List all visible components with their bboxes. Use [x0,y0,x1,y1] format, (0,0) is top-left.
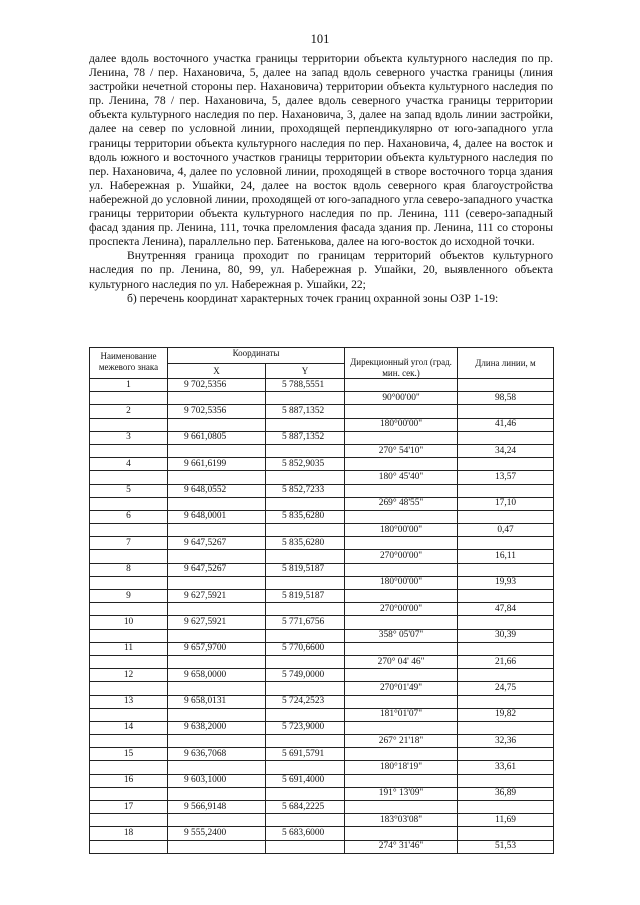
marker-number-cell: 17 [90,801,168,814]
line-length-cell: 30,39 [458,629,554,642]
line-length-cell: 51,53 [458,840,554,853]
coordinate-y-cell: 5 835,6280 [266,510,345,523]
table-row-point [90,695,554,708]
empty-cell [168,576,266,589]
empty-cell [345,405,458,418]
marker-number-cell: 5 [90,484,168,497]
coordinates-table [89,347,554,854]
empty-cell [458,801,554,814]
marker-number-cell: 16 [90,774,168,787]
empty-cell [266,418,345,431]
empty-cell [266,814,345,827]
marker-number-cell: 10 [90,616,168,629]
table-row-segment [90,576,554,589]
coordinate-x-cell: 9 648,0552 [168,484,266,497]
empty-cell [458,484,554,497]
table-row-point [90,590,554,603]
empty-cell [266,603,345,616]
empty-cell [168,708,266,721]
empty-cell [345,590,458,603]
empty-cell [458,510,554,523]
empty-cell [345,563,458,576]
table-row-segment [90,735,554,748]
coordinate-x-cell: 9 661,6199 [168,458,266,471]
empty-cell [458,405,554,418]
page-number: 101 [310,32,330,46]
table-row-point [90,537,554,550]
empty-cell [90,814,168,827]
header-direction-angle: Дирекционный угол (град. мин. сек.) [345,348,458,379]
coordinate-y-cell: 5 819,5187 [266,563,345,576]
empty-cell [345,510,458,523]
direction-angle-cell: 270° 04' 46" [345,655,458,668]
line-length-cell: 98,58 [458,392,554,405]
line-length-cell: 19,82 [458,708,554,721]
line-length-cell: 11,69 [458,814,554,827]
direction-angle-cell: 181°01'07" [345,708,458,721]
coordinate-x-cell: 9 636,7068 [168,748,266,761]
table-row-segment [90,682,554,695]
coordinate-y-cell: 5 887,1352 [266,405,345,418]
empty-cell [90,471,168,484]
empty-cell [345,669,458,682]
coordinate-x-cell: 9 638,2000 [168,721,266,734]
empty-cell [266,708,345,721]
empty-cell [168,735,266,748]
table-row-segment [90,655,554,668]
empty-cell [345,642,458,655]
empty-cell [168,787,266,800]
table-row-segment [90,550,554,563]
coordinate-y-cell: 5 684,2225 [266,801,345,814]
empty-cell [90,444,168,457]
empty-cell [90,576,168,589]
line-length-cell: 0,47 [458,524,554,537]
empty-cell [168,814,266,827]
empty-cell [345,484,458,497]
table-row-point [90,484,554,497]
direction-angle-cell: 358° 05'07" [345,629,458,642]
coordinate-y-cell: 5 683,6000 [266,827,345,840]
header-marker-name: Наименование межевого знака [90,348,168,379]
table-row-point [90,431,554,444]
coordinate-x-cell: 9 648,0001 [168,510,266,523]
coordinate-y-cell: 5 723,9000 [266,721,345,734]
line-length-cell: 17,10 [458,497,554,510]
coordinate-x-cell: 9 603,1000 [168,774,266,787]
coordinate-x-cell: 9 658,0000 [168,669,266,682]
line-length-cell: 34,24 [458,444,554,457]
table-row-segment [90,497,554,510]
empty-cell [168,603,266,616]
coordinate-x-cell: 9 647,5267 [168,537,266,550]
header-line-length: Длина линии, м [458,348,554,379]
empty-cell [458,748,554,761]
empty-cell [345,827,458,840]
empty-cell [90,629,168,642]
empty-cell [168,444,266,457]
table-row-point [90,405,554,418]
direction-angle-cell: 191° 13'09" [345,787,458,800]
coordinate-y-cell: 5 771,6756 [266,616,345,629]
empty-cell [168,761,266,774]
line-length-cell: 24,75 [458,682,554,695]
line-length-cell: 32,36 [458,735,554,748]
coordinate-x-cell: 9 647,5267 [168,563,266,576]
direction-angle-cell: 90°00'00" [345,392,458,405]
coordinate-y-cell: 5 852,9035 [266,458,345,471]
empty-cell [458,537,554,550]
empty-cell [90,497,168,510]
empty-cell [90,392,168,405]
direction-angle-cell: 180°00'00" [345,418,458,431]
table-row-segment [90,787,554,800]
coordinate-x-cell: 9 658,0131 [168,695,266,708]
line-length-cell: 21,66 [458,655,554,668]
empty-cell [458,695,554,708]
table-row-point [90,748,554,761]
empty-cell [458,563,554,576]
empty-cell [90,708,168,721]
empty-cell [345,695,458,708]
empty-cell [90,603,168,616]
table-row-segment [90,814,554,827]
table-row-segment [90,444,554,457]
empty-cell [458,431,554,444]
table-row-segment [90,603,554,616]
line-length-cell: 19,93 [458,576,554,589]
body-text [89,52,553,306]
empty-cell [266,471,345,484]
coordinate-x-cell: 9 702,5356 [168,379,266,392]
empty-cell [266,787,345,800]
line-length-cell: 36,89 [458,787,554,800]
paragraph-list-caption: б) перечень координат характерных точек границ охранной зоны ОЗР 1-19: [127,291,499,305]
empty-cell [458,616,554,629]
empty-cell [90,787,168,800]
direction-angle-cell: 270° 54'10" [345,444,458,457]
empty-cell [266,655,345,668]
empty-cell [168,682,266,695]
line-length-cell: 33,61 [458,761,554,774]
marker-number-cell: 12 [90,669,168,682]
empty-cell [345,748,458,761]
table-row-segment [90,840,554,853]
empty-cell [168,497,266,510]
coordinate-y-cell: 5 887,1352 [266,431,345,444]
empty-cell [345,431,458,444]
table-row-segment [90,471,554,484]
coordinate-y-cell: 5 819,5187 [266,590,345,603]
table-row-segment [90,392,554,405]
direction-angle-cell: 267° 21'18" [345,735,458,748]
empty-cell [345,774,458,787]
table-row-segment [90,629,554,642]
marker-number-cell: 13 [90,695,168,708]
coordinate-y-cell: 5 852,7233 [266,484,345,497]
empty-cell [266,576,345,589]
empty-cell [90,735,168,748]
empty-cell [266,524,345,537]
direction-angle-cell: 180°18'19" [345,761,458,774]
table-row-point [90,563,554,576]
coordinate-x-cell: 9 627,5921 [168,616,266,629]
table-row-segment [90,708,554,721]
coordinate-y-cell: 5 749,0000 [266,669,345,682]
empty-cell [458,590,554,603]
empty-cell [168,392,266,405]
table-row-segment [90,524,554,537]
coordinate-y-cell: 5 835,6280 [266,537,345,550]
paragraph-inner-boundary: Внутренняя граница проходит по границам территорий объектов культурного наследия по пр. Ленина, 80, 99, ул. Набережная р. Ушайки, 20, выявленного объекта культурного наследия по ул. Набережная р. Ушайки, 22; [89,249,553,291]
empty-cell [266,392,345,405]
empty-cell [458,774,554,787]
direction-angle-cell: 274° 31'46" [345,840,458,853]
empty-cell [168,550,266,563]
direction-angle-cell: 270°01'49" [345,682,458,695]
empty-cell [345,379,458,392]
header-coordinates: Координаты [168,348,345,364]
coordinates-table-wrap [89,347,553,854]
empty-cell [90,761,168,774]
table-row-point [90,616,554,629]
coordinate-y-cell: 5 788,5551 [266,379,345,392]
direction-angle-cell: 270°00'00" [345,550,458,563]
marker-number-cell: 2 [90,405,168,418]
coordinate-x-cell: 9 702,5356 [168,405,266,418]
empty-cell [345,801,458,814]
marker-number-cell: 9 [90,590,168,603]
coordinate-y-cell: 5 724,2523 [266,695,345,708]
table-header-row [90,348,554,364]
empty-cell [90,840,168,853]
marker-number-cell: 11 [90,642,168,655]
empty-cell [90,682,168,695]
table-body [90,379,554,854]
empty-cell [168,418,266,431]
empty-cell [168,629,266,642]
marker-number-cell: 15 [90,748,168,761]
marker-number-cell: 3 [90,431,168,444]
line-length-cell: 16,11 [458,550,554,563]
marker-number-cell: 8 [90,563,168,576]
empty-cell [458,379,554,392]
empty-cell [266,444,345,457]
direction-angle-cell: 180°00'00" [345,576,458,589]
empty-cell [458,458,554,471]
paragraph-boundary-description: далее вдоль восточного участка границы территории объекта культурного наследия по пр. Ленина, 78 / пер. Нахановича, 5, далее на запад вдоль северного участка границы (линия застройки нечетной стороны пер. Нахановича) территории объекта культурного наследия по пр. Ленина, 78 / пер. Нахановича, 5, далее вдоль северного участка границы территории объекта культурного наследия по пер. Нахановича, 3, далее на запад вдоль линии застройки, далее на север по условной линии, проходящей перпендикулярно от юго-западного угла границы территории объекта культурного наследия по пер. Нахановича, 4, далее на восток и вдоль южного и восточного участков границы территории объекта культурного наследия по пер. Нахановича, 4, далее по условной линии, проходящей в створе восточного торца здания ул. Набережная р. Ушайки, 24, далее на восток вдоль северного края благоустройства набережной до условной линии, проходящей от юго-западного угла северо-западного участка границы территории объекта культурного наследия по пр. Ленина, 111 (северо-западный фасад здания пр. Ленина, 111, точка преломления фасада здания пр. Ленина, 111 со стороны проспекта Ленина), параллельно пер. Батенькова, далее на юго-восток до исходной точки. [89,52,553,249]
empty-cell [266,735,345,748]
table-row-point [90,721,554,734]
empty-cell [168,840,266,853]
direction-angle-cell: 180°00'00" [345,524,458,537]
table-row-point [90,379,554,392]
empty-cell [345,458,458,471]
header-y: Y [266,363,345,379]
empty-cell [266,682,345,695]
direction-angle-cell: 180° 45'40" [345,471,458,484]
line-length-cell: 13,57 [458,471,554,484]
empty-cell [90,524,168,537]
empty-cell [266,761,345,774]
table-row-point [90,510,554,523]
line-length-cell: 41,46 [458,418,554,431]
direction-angle-cell: 183°03'08" [345,814,458,827]
empty-cell [458,827,554,840]
marker-number-cell: 18 [90,827,168,840]
empty-cell [168,655,266,668]
coordinate-y-cell: 5 691,5791 [266,748,345,761]
table-row-segment [90,418,554,431]
empty-cell [266,550,345,563]
empty-cell [90,550,168,563]
empty-cell [168,471,266,484]
coordinate-x-cell: 9 555,2400 [168,827,266,840]
coordinate-x-cell: 9 661,0805 [168,431,266,444]
marker-number-cell: 1 [90,379,168,392]
direction-angle-cell: 269° 48'55" [345,497,458,510]
line-length-cell: 47,84 [458,603,554,616]
empty-cell [458,721,554,734]
coordinate-x-cell: 9 657,9700 [168,642,266,655]
header-x: X [168,363,266,379]
empty-cell [345,721,458,734]
empty-cell [266,497,345,510]
empty-cell [458,669,554,682]
empty-cell [345,537,458,550]
empty-cell [345,616,458,629]
empty-cell [266,629,345,642]
table-row-point [90,827,554,840]
empty-cell [458,642,554,655]
coordinate-x-cell: 9 566,9148 [168,801,266,814]
table-row-point [90,642,554,655]
table-row-point [90,669,554,682]
coordinate-y-cell: 5 691,4000 [266,774,345,787]
table-row-point [90,774,554,787]
marker-number-cell: 7 [90,537,168,550]
table-row-segment [90,761,554,774]
coordinate-y-cell: 5 770,6600 [266,642,345,655]
marker-number-cell: 6 [90,510,168,523]
empty-cell [266,840,345,853]
direction-angle-cell: 270°00'00" [345,603,458,616]
empty-cell [90,655,168,668]
coordinate-x-cell: 9 627,5921 [168,590,266,603]
table-row-point [90,458,554,471]
empty-cell [90,418,168,431]
marker-number-cell: 14 [90,721,168,734]
table-row-point [90,801,554,814]
marker-number-cell: 4 [90,458,168,471]
empty-cell [168,524,266,537]
